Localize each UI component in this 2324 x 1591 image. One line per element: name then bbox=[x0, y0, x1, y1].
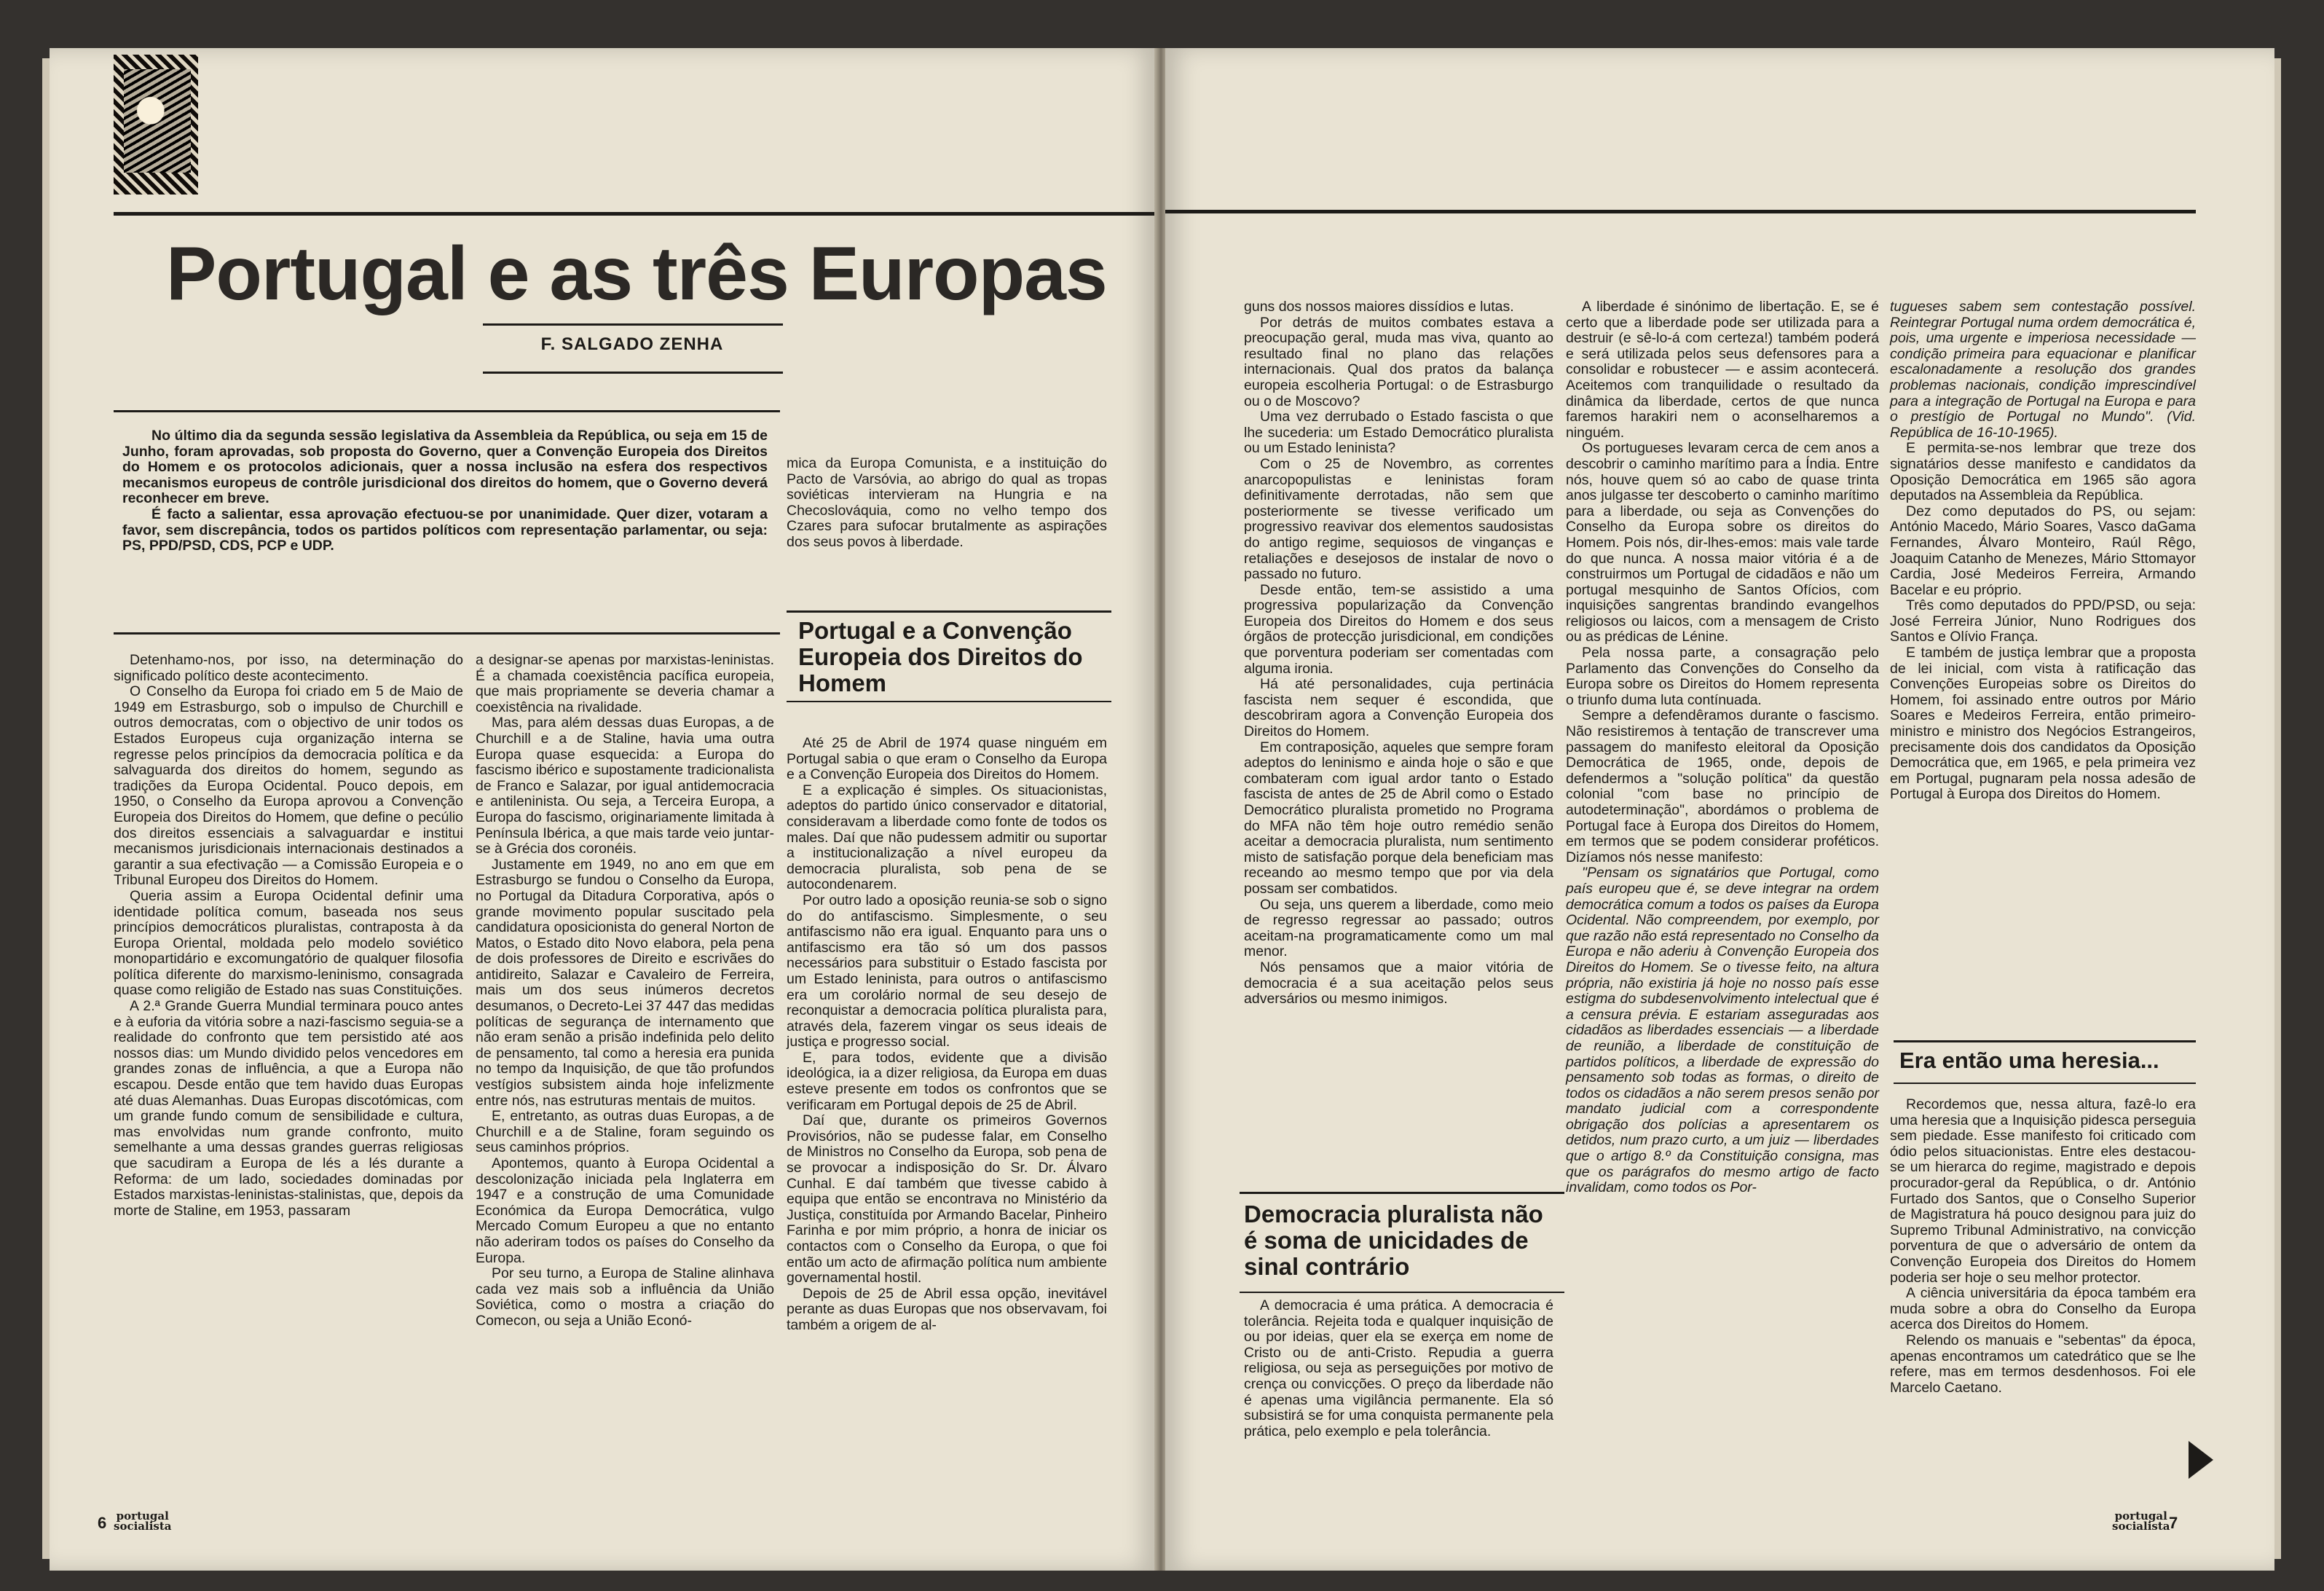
masthead-logo bbox=[2112, 1511, 2170, 1531]
paragraph: Os portugueses levaram cerca de cem anos a descobrir o caminho marítimo para a Índia. Entre nós, houve quem só ao cabo de quase trinta anos julgasse ter descoberto o caminho marítimo para a liberdade, ou seja as Convenções do Conselho da Europa sobre os direitos do Homem. Pois nós, dir-lhes-emos: mais vale tarde do que nunca. A nossa maior vitória é a de construirmos um Portugal de cidadãos e não um portugal mesquinho de Santos Ofícios, com inquisições sangrentas brandindo evangelhos religiosos ou laicos, com a mensagem de Cristo ou as prédicas de Lénine. bbox=[1566, 440, 1879, 645]
subhead-rule-bottom bbox=[1894, 1083, 2196, 1084]
paragraph: E a explicação é simples. Os situacionistas, adeptos do partido único conservador e ditatorial, consideravam a liberdade como fonte de todos os males. Daí que não pudessem admitir ou suportar a institucionalização a nível europeu da democracia pluralista, sob pena de se autocondenarem. bbox=[787, 782, 1107, 893]
left-column-3b bbox=[787, 736, 1107, 1334]
lead-rule-bottom bbox=[114, 632, 780, 635]
masthead-word: socialista bbox=[2112, 1520, 2170, 1533]
paragraph: A liberdade é sinónimo de libertação. E, se é certo que a liberdade pode ser utilizada para a destruir (e sê-lo-á com certeza!) também poderá e será utilizada pelos seus defensores para a consolidar e robustecer — e assim acontecerá. Aceitemos com tranquilidade o resultado da dinâmica da liberdade, certos de que nunca faremos harakiri nem o aconselharemos a ninguém. bbox=[1566, 299, 1879, 441]
right-column-1b bbox=[1244, 1298, 1553, 1439]
subheading: Era então uma heresia... bbox=[1899, 1048, 2159, 1073]
paragraph: Pela nossa parte, a consagração pelo Parlamento das Convenções do Conselho da Europa sobre os Direitos do Homem representa o triunfo duma luta contínuada. bbox=[1566, 645, 1879, 708]
top-rule bbox=[1165, 210, 2196, 213]
paragraph: A ciência universitária da época também era muda sobre a obra do Conselho da Europa acerca dos Direitos do Homem. bbox=[1890, 1285, 2196, 1333]
paragraph: Queria assim a Europa Ocidental definir uma identidade política comum, baseada nos seus princípios democráticos pluralistas, contraposta à da Europa Oriental, moldada pelo modelo soviético monopartidário e excomungatório de qualquer filosofia política diferente do marxismo-leninismo, consagrada quase como religião de Estado nas suas Constituições. bbox=[114, 887, 463, 999]
masthead-photo bbox=[114, 55, 198, 195]
paragraph: E também de justiça lembrar que a proposta de lei inicial, com vista à ratificação das Convenções Europeias sobre os Direitos do Homem, foi assinado entre outros por Mário Soares e Medeiros Ferreira, então primeiro-ministro e ministro dos Negócios Estrangeiros, precisamente dois dos candidatos da Oposição Democrática que, em 1965, e pela primeira vez em Portugal, pugnaram pela nossa adesão de Portugal à Europa dos Direitos do Homem. bbox=[1890, 645, 2196, 803]
subhead-rule-bottom bbox=[1240, 1292, 1564, 1293]
paragraph: E permita-se-nos lembrar que treze dos signatários desse manifesto e candidatos da Oposição Democrática em 1965 são agora deputados na Assembleia da República. bbox=[1890, 440, 2196, 504]
article-title: Portugal e as três Europas bbox=[166, 232, 1107, 316]
paragraph: Justamente em 1949, no ano em que em Estrasburgo se fundou o Conselho da Europa, no Portugal da Ditadura Corporativa, após o grande movimento popular suscitado pela candidatura oposicionista do general Norton de Matos, o Estado dito Novo elabora, pela pena de dois professores de Direito e escrivães do antidireito, Salazar e Cavaleiro de Ferreira, mais um dos seus inúmeros decretos desumanos, o Decreto-Lei 37 447 das medidas políticas de segurança de internamento que não eram senão a prisão indefinida pelo delito de pensamento, tal como a heresia era punida no tempo da Inquisição, de que tão profundos vestígios subsistem ainda hoje infelizmente entre nós, nas estruturas mentais de muitos. bbox=[476, 856, 774, 1109]
byline: F. SALGADO ZENHA bbox=[540, 334, 724, 354]
paragraph: Até 25 de Abril de 1974 quase ninguém em Portugal sabia o que eram o Conselho da Europa e a Convenção Europeia dos Direitos do Homem. bbox=[787, 735, 1107, 783]
lead-rule-top bbox=[114, 410, 780, 412]
paragraph: a designar-se apenas por marxistas-leninistas. É a chamada coexistência pacífica europeia, que mais propriamente se deveria chamar a coexistência na rivalidade. bbox=[476, 652, 774, 715]
paragraph: Daí que, durante os primeiros Governos Provisórios, não se pudesse falar, em Conselho de Ministros no Conselho da Europa, sob pena de se provocar a indisposição do Sr. Dr. Álvaro Cunhal. E daí também que tivesse cabido à equipa que então se encontrava no Ministério da Justiça, constituída por Armando Bacelar, Pinheiro Farinha e por mim próprio, a honra de iniciar os contactos com o Conselho da Europa, o que foi então um acto de afirmação política num ambiente governamental hostil. bbox=[787, 1112, 1107, 1286]
paragraph: O Conselho da Europa foi criado em 5 de Maio de 1949 em Estrasburgo, sob o impulso de Churchill e outros democratas, com o objectivo de unir todos os Estados Europeus cuja organização interna se regresse pelos princípios da democracia política e da salvaguarda dos direitos do homem, segundo as tradições da Europa Ocidental. Pouco depois, em 1950, o Conselho da Europa aprovou a Convenção Europeia dos Direitos do Homem, que define o pecúlio dos direitos essenciais a salvaguardar e institui mecanismos jurisdicionais internacionais destinados a garantir a sua efectivação — a Comissão Europeia e o Tribunal Europeu dos Direitos do Homem. bbox=[114, 683, 463, 889]
paragraph: A 2.ª Grande Guerra Mundial terminara pouco antes e à euforia da vitória sobre a nazi-fascismo seguia-se a realidade do confronto que tem persistido até aos nossos dias: um Mundo dividido pelos vencedores em grandes zonas de influência, a que a Europa não escapou. Desde então que tem havido duas Europas até duas Alemanhas. Duas Europas discotómicas, com um grande fundo comum de sensibilidade e cultura, mas envolvidas num grande confronto, muito semelhante a uma dessas grandes guerras religiosas que sacudiram a Europa de lés a lés durante a Reforma: de um lado, sociedades dominadas por Estados marxistas-leninistas-stalinistas, que, depois da morte de Staline, em 1953, passaram bbox=[114, 998, 463, 1219]
paragraph: Por outro lado a oposição reunia-se sob o signo do do antifascismo. Simplesmente, o seu antifascismo não era igual. Enquanto para uns o antifascismo era tão só um dos passos necessários para substituir o Estado fascista por um Estado leninista, para outros o antifascismo era um corolário normal de seu desejo de reconquistar a democracia política pluralista para, através dela, fazerem vingar os seus ideais de justiça e progresso social. bbox=[787, 892, 1107, 1050]
paragraph: Depois de 25 de Abril essa opção, inevitável perante as duas Europas que nos observavam, foi também a origem de al- bbox=[787, 1285, 1107, 1333]
paragraph: mica da Europa Comunista, e a instituição do Pacto de Varsóvia, ao abrigo do qual as tropas soviéticas intervieram na Hungria e na Checoslováquia, como no velho tempo dos Czares para sufocar brutalmente as aspirações dos seus povos à liberdade. bbox=[787, 455, 1107, 550]
right-column-2 bbox=[1566, 299, 1879, 1196]
right-page bbox=[1165, 48, 2274, 1571]
paragraph: Ou seja, uns querem a liberdade, como meio de regresso regressar ao passado; outros aceitam-na programaticamente como um mal menor. bbox=[1244, 896, 1553, 960]
byline-rule-top bbox=[483, 323, 783, 326]
lead-paragraph bbox=[122, 428, 768, 554]
lead-text: No último dia da segunda sessão legislativa da Assembleia da República, ou seja em 15 de Junho, foram aprovadas, sob proposta do Governo, quer a Convenção Europeia dos Direitos do Homem e os protocolos adicionais, quer a nossa inclusão na esfera dos respectivos mecanismos europeus de contrôle jurisdicional dos direitos do homem, que o Governo deverá reconhecer em breve. bbox=[122, 428, 768, 507]
right-column-3b bbox=[1890, 1097, 2196, 1396]
paragraph: Por seu turno, a Europa de Staline alinhava cada vez mais sob a influência da União Soviética, como o mostra a criação do Comecon, ou seja a União Econó- bbox=[476, 1265, 774, 1329]
subhead-rule bbox=[787, 610, 1111, 613]
paragraph: Por detrás de muitos combates estava a preocupação geral, muda mas viva, quanto ao resultado final no plano das relações internacionais. Qual dos pratos da balança europeia escolheria Portugal: o de Estrasburgo ou o de Moscovo? bbox=[1244, 314, 1553, 409]
paragraph: Há até personalidades, cuja pertinácia fascista nem sequer é escondida, que descobriram agora a Convenção Europeia dos Direitos do Homem. bbox=[1244, 676, 1553, 740]
paragraph: Mas, para além dessas duas Europas, a de Churchill e a de Staline, havia uma outra Europa quase esquecida: a Europa do fascismo ibérico e supostamente tradicionalista de Franco e Salazar, por igual antidemocracia e antileninista. Ou seja, a Terceira Europa, a Europa do fascismo, originariamente limitada à Península Ibérica, a que mais tarde veio juntar-se à Grécia dos coronéis. bbox=[476, 715, 774, 857]
paragraph: guns dos nossos maiores dissídios e lutas. bbox=[1244, 299, 1514, 315]
paragraph: Nós pensamos que a maior vitória de democracia é a sua aceitação pelos seus adversários ou mesmo inimigos. bbox=[1244, 959, 1553, 1007]
right-column-1 bbox=[1244, 299, 1553, 1007]
subheading: Portugal e a Convenção Europeia dos Direitos do Homem bbox=[798, 617, 1083, 696]
paragraph: Recordemos que, nessa altura, fazê-lo era uma heresia que a Inquisição pidesca perseguia sem piedade. Esse manifesto foi criticado com ódio pelos situacionistas. Entre eles destacou-se um hierarca do regime, magistrado e depois procurador-geral da República, o dr. António Furtado dos Santos, que o Conselho Superior de Magistratura há pouco designou para juiz do Supremo Tribunal Administrativo, na convicção porventura de que o adversário de ontem da Convenção Europeia dos Direitos do Homem poderia ser hoje o seu melhor protector. bbox=[1890, 1096, 2196, 1286]
left-page bbox=[50, 48, 1157, 1571]
paragraph: Três como deputados do PPD/PSD, ou seja: José Ferreira Júnior, Nuno Rodrigues dos Santos e Olívio França. bbox=[1890, 597, 2196, 645]
paragraph: Com o 25 de Novembro, as correntes anarcopopulistas e leninistas foram definitivamente derrotadas, não sem que posteriormente se tivesse verificado um progressivo reavivar dos elementos saudosistas do antigo regime, sequiosos de vinganças e retaliações e desejosos de instalar de novo o passado no futuro. bbox=[1244, 455, 1553, 583]
quote-paragraph: tugueses sabem sem contestação possível. Reintegrar Portugal numa ordem democrática é, pois, uma urgente e imperiosa necessidade — condição primeira para equacionar e planificar escalonadamente a resolução dos grandes problemas nacionais, condição imprescindível para a integração de Portugal na Europa e para o prestígio de Portugal no Mundo". (Vid. República de 16-10-1965). bbox=[1890, 299, 2196, 441]
paragraph: Uma vez derrubado o Estado fascista o que lhe sucederia: um Estado Democrático pluralista ou um Estado leninista? bbox=[1244, 409, 1553, 457]
page-number: 7 bbox=[2169, 1514, 2178, 1532]
subhead-rule bbox=[1240, 1192, 1564, 1194]
paragraph: Relendo os manuais e "sebentas" da época, apenas encontramos um catedrático que se lhe refere, mas em termos desdenhosos. Foi ele Marcelo Caetano. bbox=[1890, 1332, 2196, 1396]
paragraph: E, para todos, evidente que a divisão ideológica, ia a dizer religiosa, da Europa em duas esteve presente em todos os confrontos que se verificaram em Portugal depois de 25 de Abril. bbox=[787, 1049, 1107, 1113]
paragraph: A democracia é uma prática. A democracia é tolerância. Rejeita toda e qualquer inquisição de ou por ideias, quer ela se exerça em nome de Cristo ou de anti-Cristo. Repudia a guerra religiosa, ou seja as perseguições por motivo de crença ou convicções. O preço da liberdade não é apenas uma vigilância permanente. Ela só subsistirá se for uma conquista permanente pela prática, pelo exemplo e pela tolerância. bbox=[1244, 1297, 1553, 1439]
continue-arrow-icon bbox=[2189, 1441, 2213, 1479]
subheading: Democracia pluralista não é soma de unicidades de sinal contrário bbox=[1244, 1201, 1543, 1280]
left-column-2 bbox=[476, 653, 774, 1329]
paragraph: Sempre a defendêramos durante o fascismo. Não resistiremos à tentação de transcrever uma passagem do manifesto eleitoral da Oposição Democrática de 1965, onde, depois de defendermos a "solução política" da questão colonial "com base no princípio de autodeterminação", abordámos o problema de Portugal face à Europa dos Direitos do Homem, em termos que se podem considerar proféticos. Dizíamos nós nesse manifesto: bbox=[1566, 707, 1879, 865]
subhead-rule-bottom bbox=[787, 701, 1111, 702]
top-rule bbox=[114, 212, 1157, 216]
right-column-3 bbox=[1890, 299, 2196, 803]
paragraph: E, entretanto, as outras duas Europas, a de Churchill e a de Staline, foram seguindo os seus caminhos próprios. bbox=[476, 1108, 774, 1156]
paragraph: Detenhamo-nos, por isso, na determinação do significado político deste acontecimento. bbox=[114, 652, 463, 684]
page-number: 6 bbox=[98, 1514, 107, 1532]
lead-text: É facto a salientar, essa aprovação efectuou-se por unanimidade. Quer dizer, votaram a favor, sem discrepância, todos os partidos políticos com representação parlamentar, ou seja: PS, PPD/PSD, CDS, PCP e UDP. bbox=[122, 506, 768, 554]
paragraph: Dez como deputados do PS, ou sejam: António Macedo, Mário Soares, Vasco daGama Fernandes, Álvaro Monteiro, Raúl Rêgo, Joaquim Catanho de Menezes, Mário Sttomayor Cardia, José Medeiros Ferreira, Armando Bacelar e eu próprio. bbox=[1890, 503, 2196, 598]
masthead-word: socialista bbox=[114, 1520, 172, 1533]
byline-rule-bottom bbox=[483, 372, 783, 374]
paragraph: Desde então, tem-se assistido a uma progressiva popularização da Convenção Europeia dos Direitos do Homem e dos seus órgãos de protecção jurisdicional, em condições que porventura poderiam ser comentadas com alguma ironia. bbox=[1244, 581, 1553, 677]
left-column-1 bbox=[114, 653, 463, 1219]
masthead-word: portugal bbox=[116, 1509, 169, 1523]
subhead-rule bbox=[1894, 1040, 2196, 1042]
paragraph: Apontemos, quanto à Europa Ocidental a descolonização iniciada pela Inglaterra em 1947 e a construção de uma Comunidade Económica da Europa Democrática, vulgo Mercado Comum Europeu a que no entanto não aderiram todos os países do Conselho da Europa. bbox=[476, 1155, 774, 1266]
masthead-logo bbox=[114, 1511, 172, 1531]
paragraph: Em contraposição, aqueles que sempre foram adeptos do leninismo e ainda hoje o são e que combateram com igual ardor tanto o Estado fascista de antes de 25 de Abril como o Estado Democrático pluralista prometido no Programa do MFA não têm hoje outro remédio senão aceitar a democracia pluralista, num sentimento misto de satisfação porque dela beneficiam mas receando ao mesmo tempo que por via dela possam ser combatidos. bbox=[1244, 739, 1553, 897]
left-column-3 bbox=[787, 456, 1107, 551]
masthead-word: portugal bbox=[2114, 1509, 2167, 1523]
quote-paragraph: "Pensam os signatários que Portugal, como país europeu que é, se deve integrar na ordem democrática comum a todos os países da Europa Ocidental. Não compreendem, por exemplo, por que razão não está representado no Conselho da Europa e não aderiu à Convenção Europeia dos Direitos do Homem. Se o tivesse feito, na altura própria, não existiria já hoje no nosso país esse estigma do subdesenvolvimento intelectual que é a censura prévia. E estariam asseguradas aos cidadãos as liberdades essenciais — a liberdade de reunião, a liberdade de constituição de partidos políticos, a liberdade de expressão do pensamento sob todas as formas, o direito de todos os cidadãos a não serem presos senão por mandato judicial com a correspondente obrigação dos polícias a apresentarem os detidos, num prazo curto, a um juiz — liberdades que o artigo 8.º da Constituição consigna, mas que os parágrafos do mesmo artigo de facto invalidam, como todos os Por- bbox=[1566, 865, 1879, 1196]
